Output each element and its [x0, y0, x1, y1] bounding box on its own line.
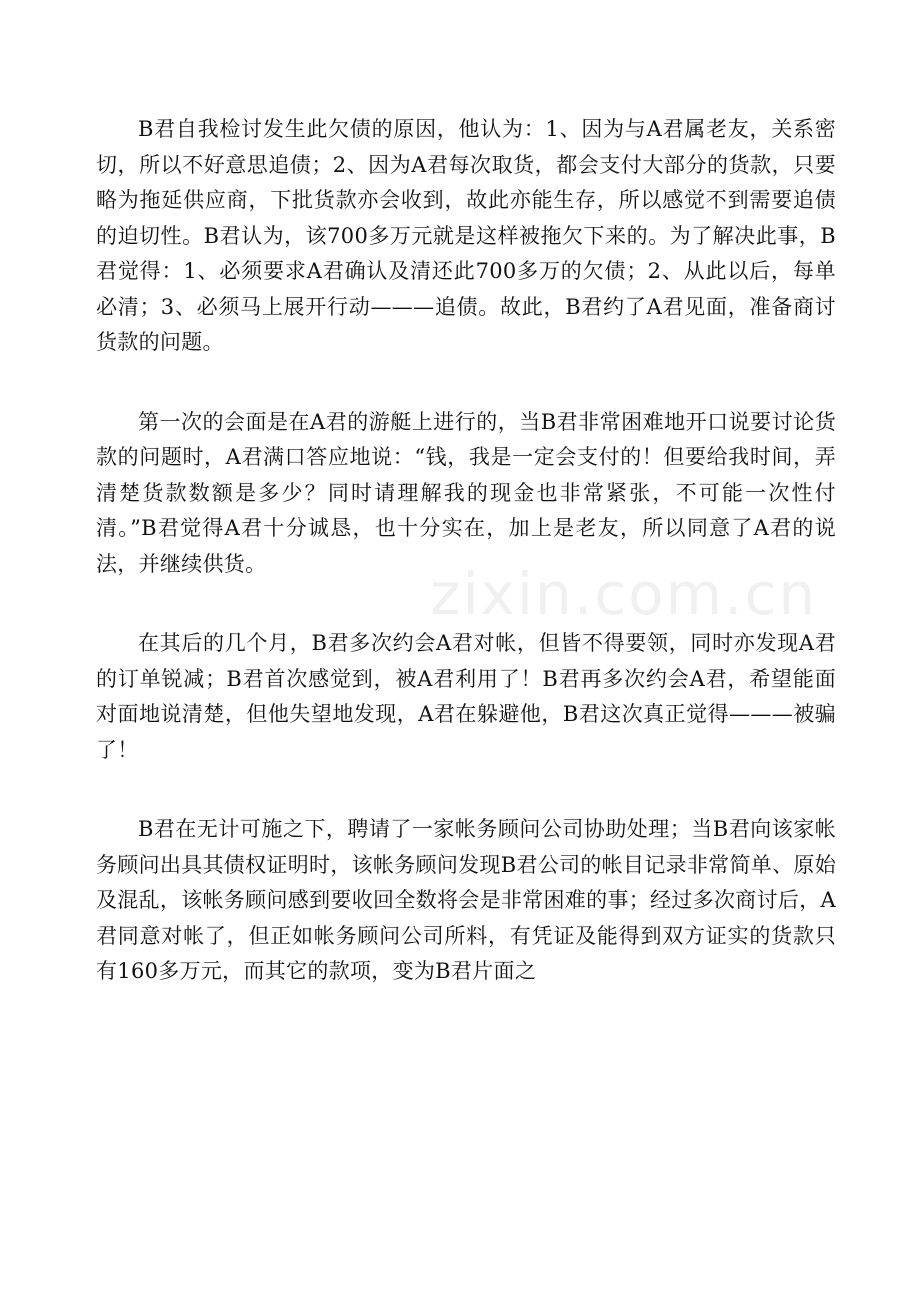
paragraph-3: 在其后的几个月，B君多次约会A君对帐，但皆不得要领，同时亦发现A君的订单锐减；B君首次感觉到，被A君利用了！B君再多次约会A君，希望能面对面地说清楚，但他失望地发现，A君在躲避他，B君这次真正觉得———被骗了！: [96, 631, 836, 762]
paragraph-1: B君自我检讨发生此欠债的原因，他认为：1、因为与A君属老友，关系密切，所以不好意思追债；2、因为A君每次取货，都会支付大部分的货款，只要略为拖延供应商，下批货款亦会收到，故此亦能生存，所以感觉不到需要追债的迫切性。B君认为，该700多万元就是这样被拖欠下来的。为了解决此事，B君觉得：1、必须要求A君确认及清还此700多万的欠债；2、从此以后，每单必清；3、必须马上展开行动———追债。故此，B君约了A君见面，准备商讨货款的问题。: [96, 117, 836, 354]
paragraph-2: 第一次的会面是在A君的游艇上进行的，当B君非常困难地开口说要讨论货款的问题时，A君满口答应地说：“钱，我是一定会支付的！但要给我时间，弄清楚货款数额是多少？同时请理解我的现金也非常紧张，不可能一次性付清。”B君觉得A君十分诚恳，也十分实在，加上是老友，所以同意了A君的说法，并继续供货。: [96, 409, 836, 576]
paragraph-4: B君在无计可施之下，聘请了一家帐务顾问公司协助处理；当B君向该家帐务顾问出具其债权证明时，该帐务顾问发现B君公司的帐目记录非常简单、原始及混乱，该帐务顾问感到要收回全数将会是非常困难的事；经过多次商讨后，A君同意对帐了，但正如帐务顾问公司所料，有凭证及能得到双方证实的货款只有160多万元，而其它的款项，变为B君片面之: [96, 817, 836, 983]
watermark: zixin.com.cn: [430, 560, 818, 628]
document-body: [96, 112, 836, 1034]
